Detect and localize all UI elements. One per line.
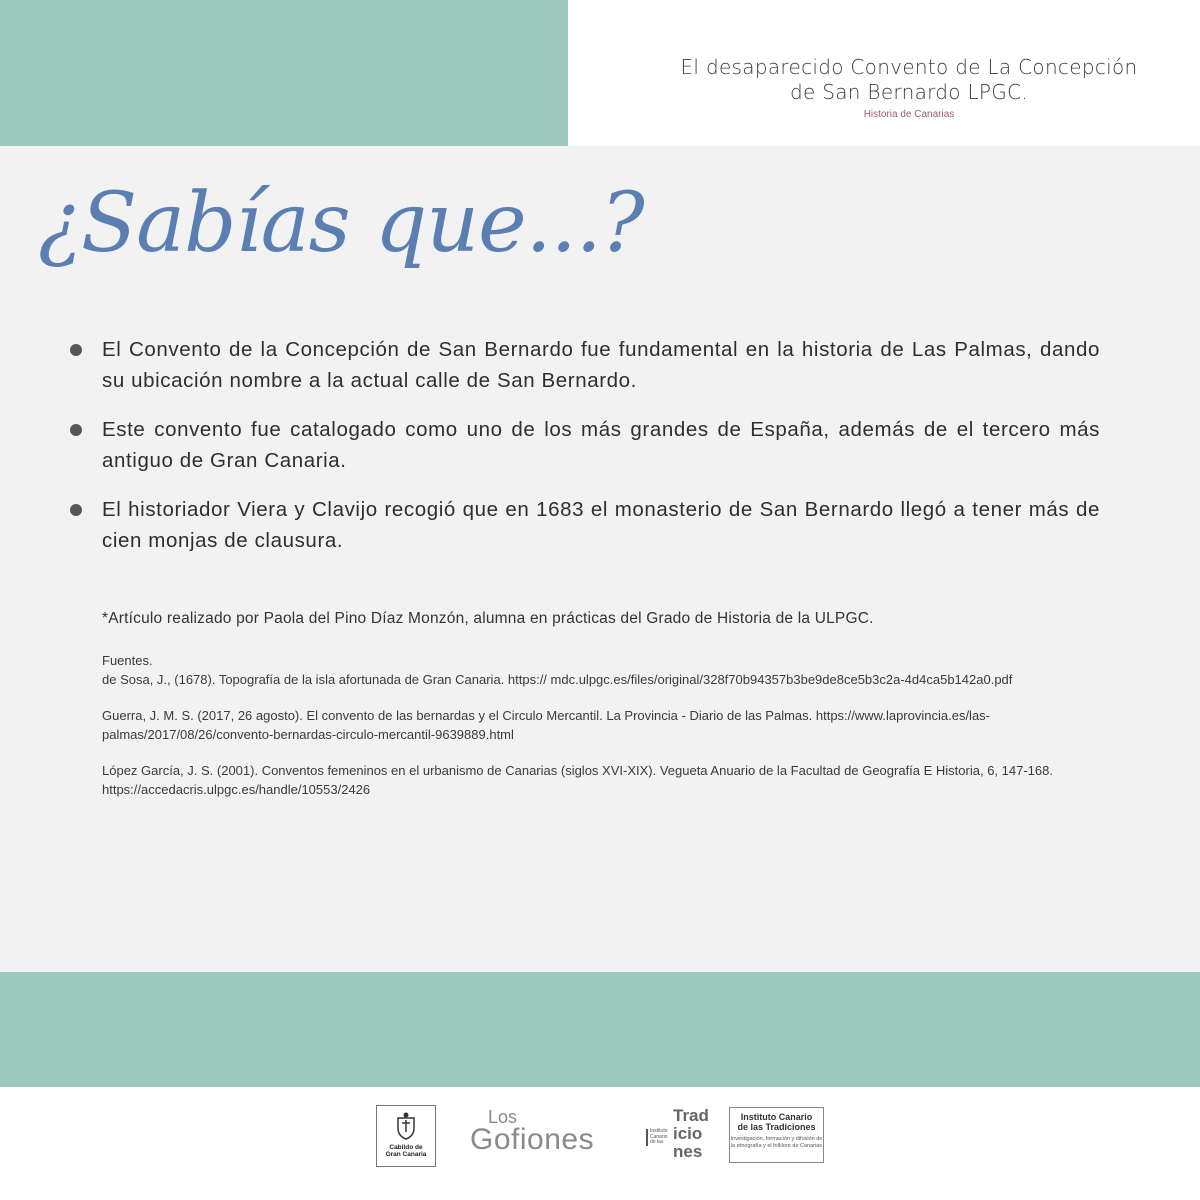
header-subtitle: Historia de Canarias xyxy=(863,109,955,120)
icat-logo xyxy=(729,1107,824,1163)
headline: ¿Sabías que...? xyxy=(38,176,644,271)
fact-text: El Convento de la Concepción de San Bernardo fue fundamental en la historia de Las Palmas, dando su ubicación nombre a la actual calle de San Bernardo. xyxy=(102,338,1100,392)
header-title-line-2: de San Bernardo LPGC. xyxy=(789,80,1029,104)
content-panel xyxy=(0,146,1200,972)
icat-name-1: Instituto Canario xyxy=(740,1112,813,1122)
tradiciones-word-2: icio xyxy=(673,1124,703,1143)
bottom-accent-band xyxy=(0,972,1200,1087)
fact-item xyxy=(70,414,1100,476)
fact-text: Este convento fue catalogado como uno de los más grandes de España, además de el tercero más antiguo de Gran Canaria. xyxy=(102,418,1100,472)
fact-item xyxy=(70,494,1100,556)
cabildo-line-2: Gran Canaria xyxy=(385,1151,427,1158)
facts-list xyxy=(70,334,1100,574)
source-item: Guerra, J. M. S. (2017, 26 agosto). El convento de las bernardas y el Circulo Mercantil. La Provincia - Diario de las Palmas. https://www.laprovincia.es/las- palmas/2017/08/26/convento-bernardas-circulo-mercantil-9639889.html xyxy=(102,708,990,742)
footer-logos xyxy=(0,1087,1200,1200)
icat-desc: Investigación, formación y difusión de la etnografía y el folklore de Canarias xyxy=(730,1136,823,1149)
bullet-icon xyxy=(70,344,82,356)
source-item: de Sosa, J., (1678). Topografía de la isla afortunada de Gran Canaria. https:// mdc.ulpgc.es/files/original/328f70b94357b3be9de8ce5b3c2a-4d4ca5b142a0.pdf xyxy=(102,671,1013,687)
cabildo-line-1: Cabildo de xyxy=(389,1144,423,1151)
fact-item xyxy=(70,334,1100,396)
bullet-icon xyxy=(70,504,82,516)
author-credit: *Artículo realizado por Paola del Pino Díaz Monzón, alumna en prácticas del Grado de Historia de la ULPGC. xyxy=(102,610,874,627)
gofiones-logo xyxy=(470,1107,620,1167)
tradiciones-logo xyxy=(646,1107,716,1167)
tradiciones-word xyxy=(673,1107,709,1161)
header xyxy=(568,0,1200,146)
fact-text: El historiador Viera y Clavijo recogió que en 1683 el monasterio de San Bernardo llegó a tener más de cien monjas de clausura. xyxy=(102,498,1100,552)
sources-section xyxy=(102,652,1100,817)
icat-name-2: de las Tradiciones xyxy=(737,1122,816,1132)
tradiciones-word-1: Trad xyxy=(673,1106,709,1125)
source-item: López García, J. S. (2001). Conventos femeninos en el urbanismo de Canarias (siglos XVI-XIX). Vegueta Anuario de la Facultad de Geografía E Historia, 6, 147-168. https://accedacris.ulpgc.es/handle/10553/2426 xyxy=(102,763,1053,797)
crest-icon xyxy=(394,1112,418,1140)
bullet-icon xyxy=(70,424,82,436)
tradiciones-word-3: nes xyxy=(673,1142,703,1161)
tradiciones-mini: Instituto Canario de las xyxy=(646,1129,674,1146)
sources-label: Fuentes. xyxy=(102,653,153,668)
gofiones-big: Gofiones xyxy=(470,1123,595,1156)
cabildo-logo xyxy=(376,1105,436,1167)
header-title-line-1: El desaparecido Convento de La Concepción xyxy=(680,55,1138,79)
top-accent-band xyxy=(0,0,568,146)
gofiones-small: Los xyxy=(488,1107,518,1127)
